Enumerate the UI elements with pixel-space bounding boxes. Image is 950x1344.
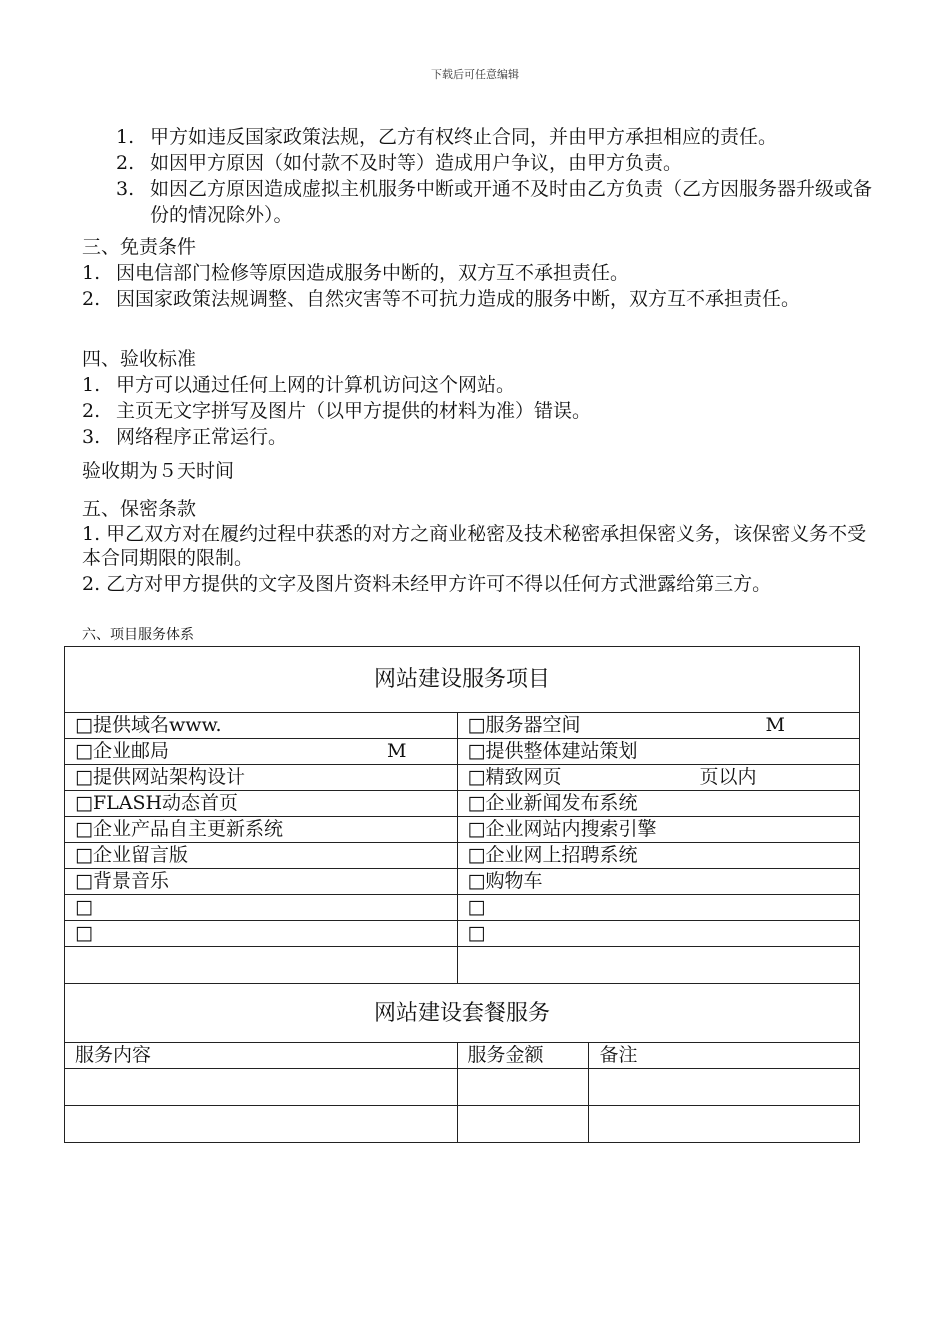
acceptance-period: 验收期为５天时间 (82, 460, 235, 482)
services-table (64, 646, 860, 1143)
unit-label: M (387, 740, 407, 762)
confidentiality-clause-1: 1. 甲乙双方对在履约过程中获悉的对方之商业秘密及技术秘密承担保密义务，该保密义务不受本合同期限的限制。 (82, 523, 867, 569)
service-cell: □购物车 (457, 869, 859, 895)
service-cell: □ (457, 895, 859, 921)
table-row (65, 921, 860, 947)
list-item: 2. 因国家政策法规调整、自然灾害等不可抗力造成的服务中断，双方互不承担责任。 (82, 288, 801, 310)
section6-title: 六、项目服务体系 (82, 627, 194, 643)
service-cell: □服务器空间 M (457, 713, 859, 739)
list-item: 2. 主页无文字拼写及图片（以甲方提供的材料为准）错误。 (82, 400, 592, 422)
list-item: 3. 网络程序正常运行。 (82, 426, 288, 448)
page-header: 下载后可任意编辑 (431, 68, 519, 81)
section3-list (82, 260, 882, 312)
service-cell: □精致网页 页以内 (457, 765, 859, 791)
list-item: 1. 因电信部门检修等原因造成服务中断的，双方互不承担责任。 (82, 262, 630, 284)
list-item: 1. 甲方如违反国家政策法规，乙方有权终止合同，并由甲方承担相应的责任。 (116, 126, 778, 148)
service-cell: □企业新闻发布系统 (457, 791, 859, 817)
service-cell: □企业产品自主更新系统 (65, 817, 458, 843)
unit-label: M (765, 714, 785, 736)
table-row (65, 895, 860, 921)
table-row (65, 1069, 860, 1106)
service-cell: □企业留言版 (65, 843, 458, 869)
empty-cell (457, 1069, 589, 1106)
table-row (65, 843, 860, 869)
service-cell: □企业网上招聘系统 (457, 843, 859, 869)
service-cell: □FLASH动态首页 (65, 791, 458, 817)
table-row (65, 713, 860, 739)
table-row (65, 791, 860, 817)
services-table-title: 网站建设服务项目 (65, 647, 860, 713)
empty-cell (589, 1106, 860, 1143)
section4-list (82, 372, 882, 450)
service-cell: □企业邮局 M (65, 739, 458, 765)
service-cell: □企业网站内搜索引擎 (457, 817, 859, 843)
service-cell: □提供网站架构设计 (65, 765, 458, 791)
table-row (65, 817, 860, 843)
table-row (65, 869, 860, 895)
service-cell: □提供域名www. (65, 713, 458, 739)
table-row (65, 765, 860, 791)
service-cell: □ (65, 921, 458, 947)
table-header-row (65, 1043, 860, 1069)
service-cell: □提供整体建站策划 (457, 739, 859, 765)
service-cell: □ (457, 921, 859, 947)
header-service-content: 服务内容 (65, 1043, 458, 1069)
empty-cell (65, 947, 458, 984)
confidentiality-clause-2: 2. 乙方对甲方提供的文字及图片资料未经甲方许可不得以任何方式泄露给第三方。 (82, 573, 772, 595)
package-table-title: 网站建设套餐服务 (65, 984, 860, 1043)
list-item: 1. 甲方可以通过任何上网的计算机访问这个网站。 (82, 374, 516, 396)
header-remarks: 备注 (589, 1043, 860, 1069)
section4-title: 四、验收标准 (82, 348, 197, 370)
section3-title: 三、免责条件 (82, 236, 197, 258)
empty-cell (457, 1106, 589, 1143)
empty-cell (65, 1106, 458, 1143)
header-service-amount: 服务金额 (457, 1043, 589, 1069)
list-item: 3. 如因乙方原因造成虚拟主机服务中断或开通不及时由乙方负责（乙方因服务器升级或备份的情况除外）。 (116, 178, 873, 226)
unit-label: 页以内 (699, 766, 757, 788)
party-responsibility-list (116, 124, 882, 228)
section5-title: 五、保密条款 (82, 498, 197, 520)
service-cell: □ (65, 895, 458, 921)
empty-cell (589, 1069, 860, 1106)
empty-cell (457, 947, 859, 984)
table-row (65, 739, 860, 765)
empty-cell (65, 1069, 458, 1106)
table-row (65, 1106, 860, 1143)
table-row (65, 947, 860, 984)
list-item: 2. 如因甲方原因（如付款不及时等）造成用户争议，由甲方负责。 (116, 152, 683, 174)
service-cell: □背景音乐 (65, 869, 458, 895)
